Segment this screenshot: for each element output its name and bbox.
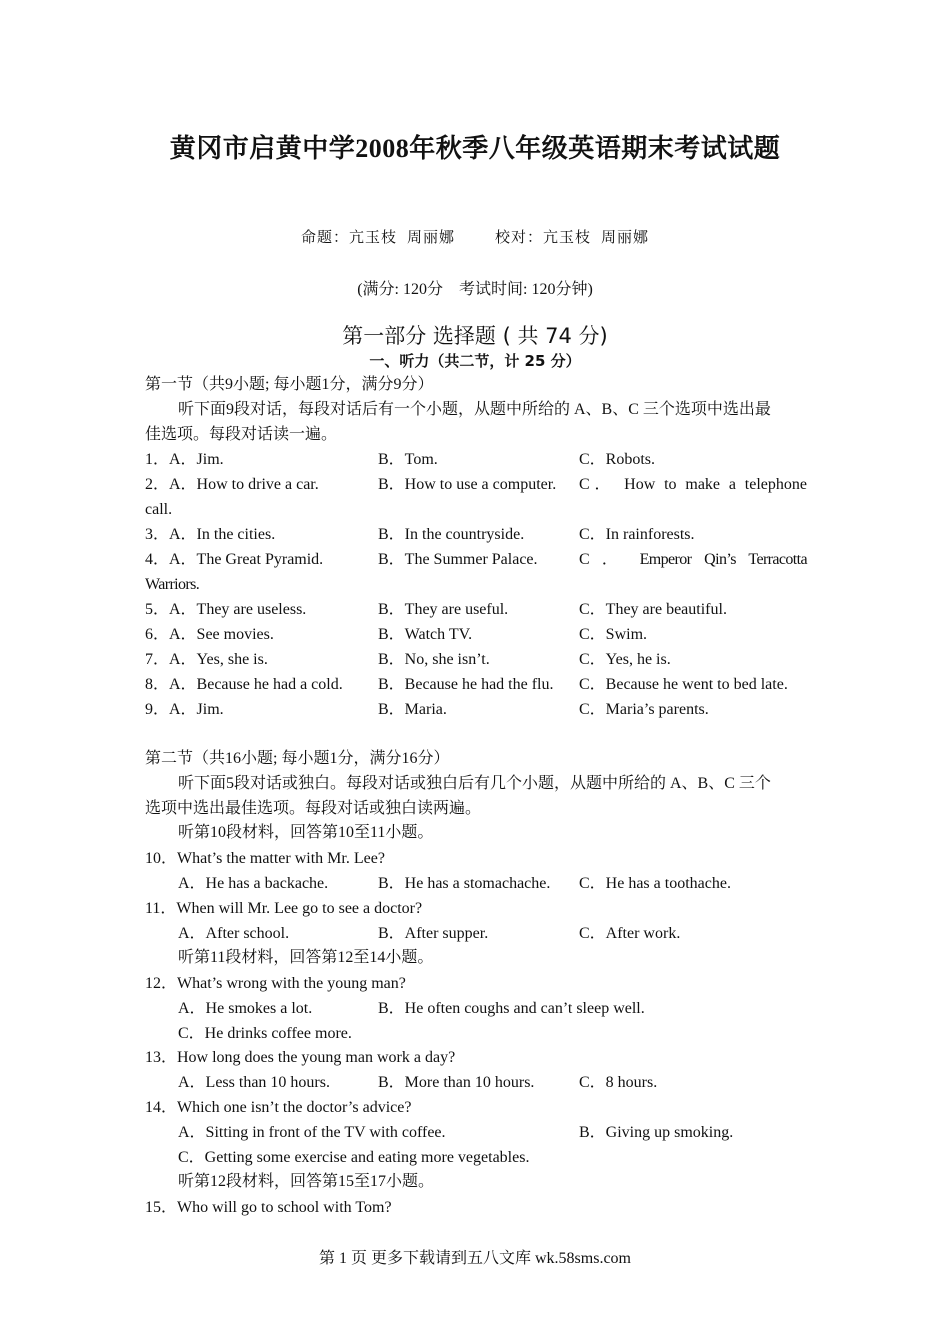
- question-12: 12．What’s wrong with the young man?: [145, 975, 406, 992]
- q1-option-a: 1．A．Jim.: [145, 451, 224, 468]
- s1-heading: 第一节（共9小题; 每小题1分，满分9分）: [145, 376, 434, 393]
- question-2: [145, 472, 807, 497]
- q4-option-b: B．The Summer Palace.: [378, 551, 538, 568]
- q13-option-c: C．8 hours.: [579, 1074, 658, 1091]
- material-10-note: 听第10段材料，回答第10至11小题。: [178, 824, 434, 841]
- s2-intro-line1: 听下面5段对话或独白。每段对话或独白后有几个小题，从题中所给的 A、B、C 三个: [178, 775, 771, 792]
- s2-heading: 第二节（共16小题; 每小题1分，满分16分）: [145, 750, 450, 767]
- q5-option-a: 5．A．They are useless.: [145, 601, 307, 618]
- q1-option-b: B．Tom.: [378, 451, 438, 468]
- q12-options: [145, 996, 807, 1021]
- q9-option-a: 9．A．Jim.: [145, 701, 224, 718]
- q13-option-a: A．Less than 10 hours.: [178, 1074, 330, 1091]
- q13-option-b: B．More than 10 hours.: [378, 1074, 535, 1091]
- q11-option-c: C．After work.: [579, 925, 681, 942]
- q3-option-a: 3．A．In the cities.: [145, 526, 276, 543]
- q10-option-c: C．He has a toothache.: [579, 875, 731, 892]
- page-footer: 第 1 页 更多下载请到五八文库 wk.58sms.com: [318, 1250, 631, 1267]
- q6-option-b: B．Watch TV.: [378, 626, 473, 643]
- question-13: 13．How long does the young man work a day?: [145, 1049, 456, 1066]
- question-5: [145, 597, 807, 622]
- question-11: 11．When will Mr. Lee go to see a doctor?: [145, 900, 423, 917]
- q9-option-b: B．Maria.: [378, 701, 447, 718]
- q8-option-b: B．Because he had the flu.: [378, 676, 554, 693]
- s1-intro-line2: 佳选项。每段对话读一遍。: [145, 426, 338, 443]
- authors-line: [0, 226, 950, 247]
- question-4: [145, 547, 807, 572]
- q10-options: [145, 871, 807, 896]
- q3-option-b: B．In the countryside.: [378, 526, 525, 543]
- q2-option-c-cont: call.: [145, 501, 173, 518]
- q14-option-b: B．Giving up smoking.: [579, 1124, 734, 1141]
- q7-option-a: 7．A．Yes, she is.: [145, 651, 268, 668]
- setter-credit: 命题：亢玉枝 周丽娜: [300, 228, 455, 246]
- s1-intro-line1: 听下面9段对话，每段对话后有一个小题，从题中所给的 A、B、C 三个选项中选出最: [178, 401, 771, 418]
- q2-option-b: B．How to use a computer.: [378, 476, 557, 493]
- question-14: 14．Which one isn’t the doctor’s advice?: [145, 1099, 412, 1116]
- q4-option-c-cont: Warriors.: [145, 576, 200, 593]
- question-9: [145, 697, 807, 722]
- question-7: [145, 647, 807, 672]
- q4-option-a: 4．A．The Great Pyramid.: [145, 551, 324, 568]
- q10-option-b: B．He has a stomachache.: [378, 875, 551, 892]
- q14-option-c: C．Getting some exercise and eating more vegetables.: [178, 1149, 530, 1166]
- s2-intro-line2: 选项中选出最佳选项。每段对话或独白读两遍。: [145, 800, 482, 817]
- q12-option-a: A．He smokes a lot.: [178, 1000, 313, 1017]
- q4-option-c: C ． Emperor Qin’s Terracotta: [579, 551, 807, 568]
- q7-option-b: B．No, she isn’t.: [378, 651, 490, 668]
- section-heading: 一、听力（共二节，计 25 分）: [369, 352, 581, 370]
- q10-option-a: A．He has a backache.: [178, 875, 329, 892]
- q11-option-b: B．After supper.: [378, 925, 489, 942]
- q13-options: [145, 1070, 807, 1095]
- page-title: 黄冈市启黄中学2008年秋季八年级英语期末考试试题: [169, 134, 781, 163]
- q12-options-2: [145, 1021, 807, 1046]
- question-1: [145, 447, 807, 472]
- q11-options: [145, 921, 807, 946]
- q6-option-c: C．Swim.: [579, 626, 648, 643]
- q11-option-a: A．After school.: [178, 925, 290, 942]
- score-time-info: (满分: 120分 考试时间: 120分钟): [357, 281, 593, 298]
- q14-options: [145, 1120, 807, 1145]
- material-12-note: 听第12段材料，回答第15至17小题。: [178, 1173, 435, 1190]
- q1-option-c: C．Robots.: [579, 451, 656, 468]
- q3-option-c: C．In rainforests.: [579, 526, 695, 543]
- q14-option-a: A．Sitting in front of the TV with coffee.: [178, 1124, 446, 1141]
- part-heading: 第一部分 选择题 ( 共 74 分): [342, 324, 608, 348]
- question-15: 15．Who will go to school with Tom?: [145, 1199, 392, 1216]
- question-10: 10．What’s the matter with Mr. Lee?: [145, 850, 385, 867]
- question-3: [145, 522, 807, 547]
- q12-option-c: C．He drinks coffee more.: [178, 1025, 352, 1042]
- question-8: [145, 672, 807, 697]
- q14-options-2: [145, 1145, 807, 1170]
- q5-option-b: B．They are useful.: [378, 601, 509, 618]
- q9-option-c: C．Maria’s parents.: [579, 701, 709, 718]
- q8-option-a: 8．A．Because he had a cold.: [145, 676, 343, 693]
- q5-option-c: C．They are beautiful.: [579, 601, 727, 618]
- q12-option-b: B．He often coughs and can’t sleep well.: [378, 1000, 645, 1017]
- q2-option-c: C． How to make a telephone: [579, 476, 807, 493]
- material-11-note: 听第11段材料，回答第12至14小题。: [178, 949, 434, 966]
- q2-option-a: 2．A．How to drive a car.: [145, 476, 319, 493]
- q7-option-c: C．Yes, he is.: [579, 651, 671, 668]
- question-6: [145, 622, 807, 647]
- q8-option-c: C．Because he went to bed late.: [579, 676, 788, 693]
- proofreader-credit: 校对：亢玉枝 周丽娜: [495, 228, 650, 246]
- q6-option-a: 6．A．See movies.: [145, 626, 274, 643]
